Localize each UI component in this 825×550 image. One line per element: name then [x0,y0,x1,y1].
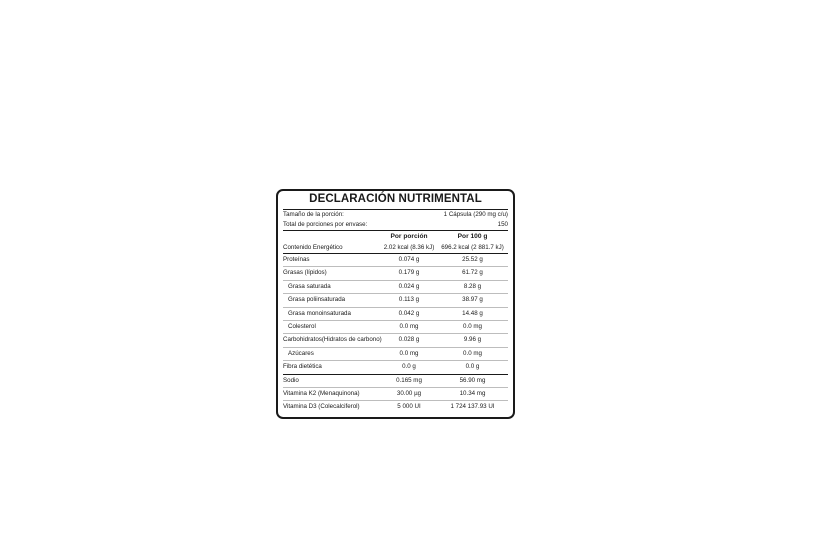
nutrient-per-serving: 0.074 g [398,256,420,263]
energy-per-serving: 2.02 kcal (8.36 kJ) [383,244,435,251]
nutrient-per-100g: 0.0 mg [463,323,482,331]
nutrient-per-serving: 0.0 mg [399,323,419,331]
serving-size-label: Tamaño de la porción: [283,211,344,218]
column-header-row [283,232,508,242]
nutrient-per-100g: 61.72 g [462,269,483,277]
nutrient-per-100g: 0.0 g [465,363,480,371]
serving-size-value: 1 Cápsula (290 mg c/u) [443,211,508,218]
serving-size-row [283,210,508,220]
per-serving-header: Por porción [390,233,428,240]
nutrient-per-serving: 30.00 µg [396,390,422,398]
servings-per-container-value: 150 [497,221,508,228]
energy-label: Contenido Energético [283,244,343,251]
panel-title: DECLARACIÓN NUTRIMENTAL [283,191,508,210]
nutrient-per-100g: 1 724 137.93 UI [450,403,495,411]
nutrient-per-serving: 0.024 g [398,282,420,290]
nutrient-per-serving: 0.042 g [398,309,420,317]
nutrient-per-serving: 0.179 g [398,269,420,277]
nutrient-row-sugars [283,348,508,361]
nutrient-per-serving: 0.0 mg [399,349,419,357]
nutrient-per-100g: 10.34 mg [459,390,486,398]
per-100g-header: Por 100 g [457,233,488,240]
nutrient-per-serving: 5 000 UI [397,403,421,411]
nutrient-label: Sodio [283,376,299,384]
nutrient-per-100g: 38.97 g [462,296,483,304]
nutrient-per-100g: 8.28 g [463,282,482,290]
nutrient-row-saturated-fat [283,281,508,294]
nutrient-label: Proteínas [283,256,310,263]
nutrient-label: Vitamina K2 (Menaquinona) [283,390,360,398]
nutrient-per-100g: 0.0 mg [463,349,482,357]
nutrient-row-vitamin-k2 [283,388,508,401]
servings-per-container-label: Total de porciones por envase: [283,221,368,228]
nutrient-row-polyunsaturated-fat [283,294,508,307]
nutrient-per-serving: 0.0 g [402,363,416,371]
nutrient-label: Carbohidratos(Hidratos de carbono) [283,336,382,344]
energy-per-100g: 696.2 kcal (2 881.7 kJ) [441,244,504,251]
nutrient-per-100g: 9.96 g [463,336,482,344]
nutrient-label: Grasas (lípidos) [283,269,327,277]
nutrient-row-monounsaturated-fat [283,308,508,321]
nutrient-row-fiber [283,361,508,374]
servings-per-container-row [283,220,508,231]
nutrient-row-carbohydrates [283,334,508,347]
nutrient-label: Vitamina D3 (Colecalciferol) [283,403,360,411]
nutrient-label: Colesterol [288,323,316,331]
nutrition-facts-panel [276,189,515,419]
nutrient-row-vitamin-d3 [283,401,508,413]
nutrient-label: Grasa monoinsaturada [288,309,351,317]
nutrient-label: Fibra dietética [283,363,322,371]
nutrient-per-100g: 14.48 g [462,309,483,317]
nutrient-per-100g: 25.52 g [462,256,483,263]
nutrient-row-fats [283,267,508,280]
nutrient-label: Azúcares [288,349,314,357]
nutrient-row-sodium [283,375,508,388]
nutrient-per-100g: 56.90 mg [459,376,486,384]
nutrient-label: Grasa poliinsaturada [288,296,346,304]
nutrient-row-cholesterol [283,321,508,334]
nutrient-row-proteins [283,254,508,267]
energy-row [283,242,508,254]
nutrient-label: Grasa saturada [288,282,331,290]
nutrient-per-serving: 0.028 g [398,336,420,344]
nutrient-per-serving: 0.113 g [398,296,420,304]
nutrient-per-serving: 0.165 mg [396,376,422,384]
